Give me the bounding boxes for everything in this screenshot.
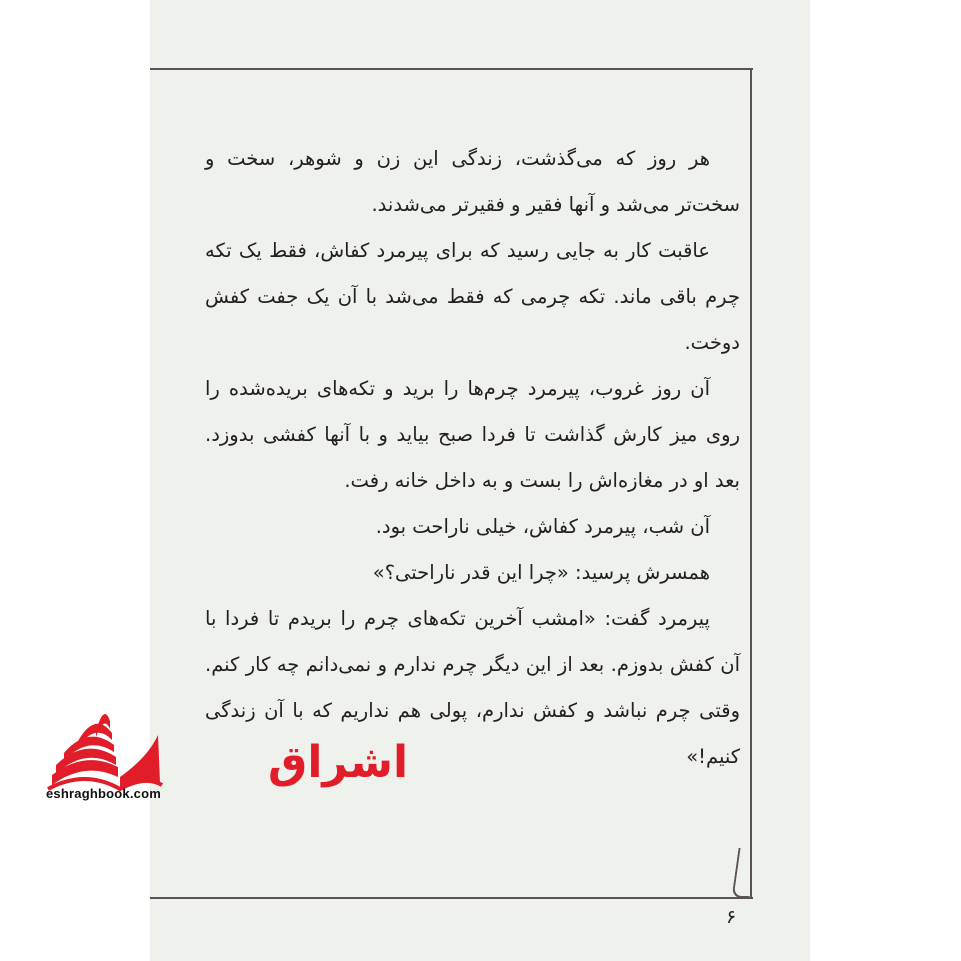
page-frame-right-border — [750, 68, 752, 898]
story-line: تا فردا با آن کفش بدوزم. بعد از این دیگر چرم ندارم و — [205, 607, 740, 676]
page-frame-bottom-border — [150, 897, 753, 899]
watermark-url: eshraghbook.com — [46, 786, 161, 801]
page-frame-top-border — [150, 68, 753, 70]
story-line: همسرش پرسید: «چرا این قدر ناراحتی؟» — [372, 561, 710, 584]
story-line: با آن یک جفت کفش دوخت. — [205, 285, 740, 354]
story-line: آن شب، پیرمرد کفاش، خیلی ناراحت بود. — [375, 515, 710, 538]
story-paragraph — [205, 228, 740, 366]
story-line: داخل خانه رفت. — [344, 469, 476, 492]
open-book-icon — [48, 714, 162, 789]
story-line: و با آنها کفشی بدوزد. بعد او در مغازه‌اش را بست و به — [205, 423, 740, 492]
story-paragraph — [205, 504, 740, 550]
page-number: ۶ — [726, 906, 737, 928]
story-line: آن روز غروب، پیرمرد چرم‌ها را برید و تکه‌های — [307, 377, 711, 400]
story-line: عاقبت کار به جایی رسید که برای پیرمرد کفاش، — [306, 239, 711, 262]
story-line: پولی هم نداریم که با آن زندگی کنیم!» — [205, 699, 740, 768]
story-line: و سخت‌تر می‌شد و آنها فقیر و فقیرتر می‌شدند. — [205, 147, 740, 216]
story-paragraph — [205, 136, 740, 228]
story-line: پیرمرد گفت: «امشب آخرین تکه‌های چرم را بریدم — [279, 607, 710, 630]
story-paragraph — [205, 550, 740, 596]
story-line: نمی‌دانم چه کار کنم. وقتی چرم نباشد و کفش ندارم، — [205, 653, 740, 722]
watermark-logo-text: اشراق — [268, 737, 409, 788]
story-paragraph — [205, 366, 740, 504]
story-text — [205, 136, 740, 780]
story-line: بریده‌شده را روی میز کارش گذاشت تا فردا صبح بیاید — [205, 377, 741, 446]
story-line: فقط یک تکه چرم باقی ماند. تکه چرمی که فقط می‌شد — [205, 239, 740, 308]
story-line: هر روز که می‌گذشت، زندگی این زن و شوهر، سخت — [214, 147, 710, 170]
